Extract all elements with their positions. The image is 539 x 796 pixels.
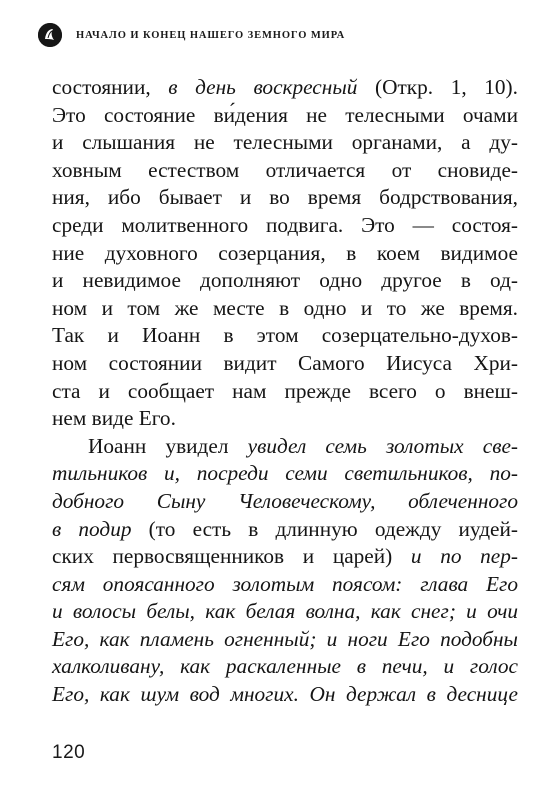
italic-text-segment: Его, как пламень огненный; и ноги Его подобны [52, 626, 518, 651]
book-emblem-icon [38, 23, 62, 47]
text-line [52, 157, 518, 185]
text-line [52, 295, 518, 323]
text-segment: ния, ибо бывает и во время бодрствования, [52, 185, 518, 210]
text-line [52, 212, 518, 240]
italic-text-segment: тильников и, посреди семи светильников, по- [52, 461, 518, 486]
text-segment: состоянии, [52, 75, 169, 99]
text-segment: ховным естеством отличается от сновиде- [52, 157, 518, 182]
text-line [52, 184, 518, 212]
text-segment: и слышания не телесными органами, а ду- [52, 130, 518, 155]
text-line [52, 350, 518, 378]
page-number: 120 [52, 742, 86, 763]
running-header [38, 22, 519, 48]
italic-text-segment: добного Сыну Человеческому, облеченного [52, 488, 518, 513]
text-segment: Иоанн увидел [88, 433, 248, 458]
italic-text-segment: и по пер- [410, 544, 518, 569]
text-segment: ном состоянии видит Самого Иисуса Хри- [52, 350, 518, 375]
text-segment: (Откр. 1, 10). [357, 75, 518, 99]
text-line [52, 322, 518, 350]
text-line [52, 488, 518, 516]
page-body-text [52, 74, 518, 709]
text-line [52, 433, 518, 461]
text-segment: Так и Иоанн в этом созерцательно-духов- [52, 323, 518, 348]
text-line [52, 681, 518, 709]
text-line [52, 240, 518, 268]
text-segment: ном и том же месте в одно и то же время. [52, 295, 518, 320]
italic-text-segment: Его, как шум вод многих. Он держал в деснице [52, 682, 518, 707]
text-line [52, 598, 518, 626]
text-segment: и невидимое дополняют одно другое в од- [52, 268, 518, 293]
text-segment: Это состояние ви́дения не телесными очами [52, 102, 518, 127]
text-line [52, 653, 518, 681]
italic-text-segment: в подир [52, 516, 132, 541]
text-segment: (то есть в длинную одежду иудей- [131, 516, 518, 541]
text-line [52, 571, 518, 599]
italic-text-segment: сям опоясанного золотым поясом: глава Его [52, 571, 518, 596]
text-line [52, 129, 518, 157]
text-line [52, 102, 518, 130]
italic-text-segment: халколивану, как раскаленные в печи, и голос [52, 654, 518, 679]
text-segment: ние духовного созерцания, в коем видимое [52, 240, 518, 265]
text-line [52, 378, 518, 406]
text-line [52, 74, 518, 102]
italic-text-segment: и волосы белы, как белая волна, как снег; и очи [52, 599, 518, 624]
italic-text-segment: в день воскресный [168, 75, 358, 99]
text-line [52, 516, 518, 544]
text-line [52, 626, 518, 654]
text-segment: ста и сообщает нам прежде всего о внеш- [52, 378, 518, 403]
text-line [52, 267, 518, 295]
running-title: НАЧАЛО И КОНЕЦ НАШЕГО ЗЕМНОГО МИРА [76, 29, 346, 41]
text-line [52, 405, 518, 433]
text-segment: нем виде Его. [52, 406, 176, 431]
text-segment: среди молитвенного подвига. Это — состоя- [52, 212, 518, 237]
text-line [52, 460, 518, 488]
italic-text-segment: увидел семь золотых све- [247, 433, 518, 458]
text-segment: ских первосвященников и царей) [52, 544, 411, 569]
text-line [52, 543, 518, 571]
